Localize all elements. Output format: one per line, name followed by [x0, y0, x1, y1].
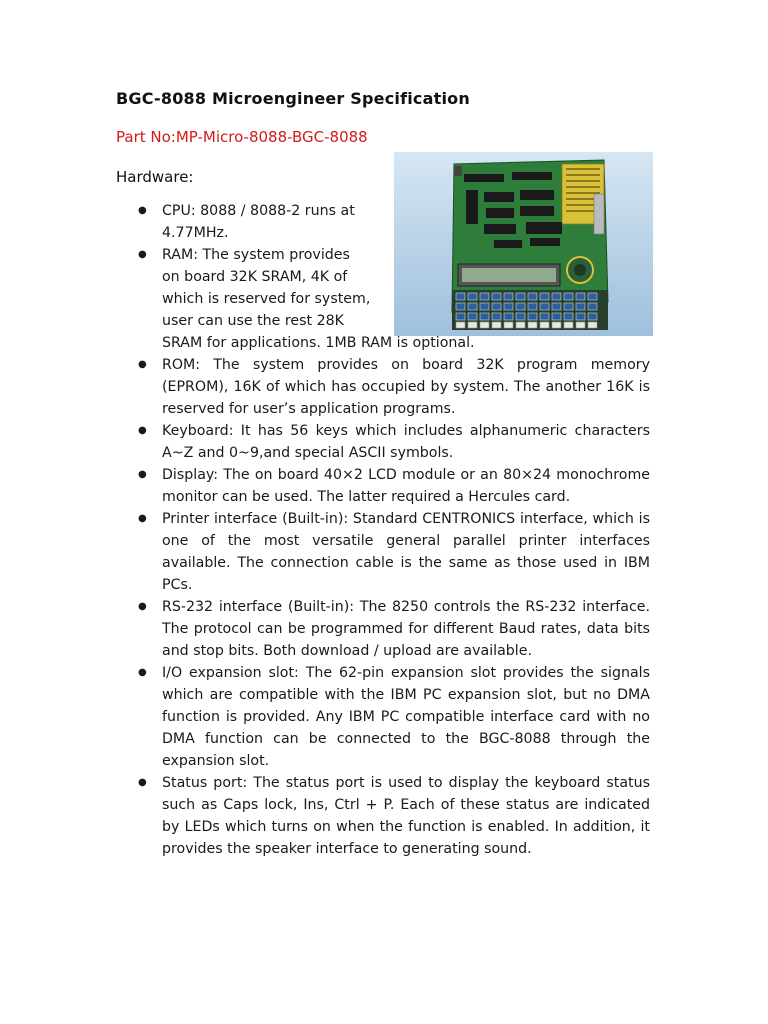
- list-item-line: CPU: 8088 / 8088-2 runs at: [162, 203, 355, 219]
- list-item-line: user can use the rest 28K: [162, 313, 344, 329]
- list-item: [116, 508, 650, 596]
- part-number: Part No:MP-Micro-8088-BGC-8088: [116, 128, 368, 146]
- bullet-icon: ●: [138, 359, 147, 370]
- bullet-icon: ●: [138, 425, 147, 436]
- list-item: [116, 596, 650, 662]
- list-item-text: Keyboard: It has 56 keys which includes alphanumeric characters A~Z and 0~9,and special ASCII symbols.: [162, 423, 650, 461]
- list-item-line: RAM: The system provides: [162, 247, 350, 263]
- list-item-line: 4.77MHz.: [162, 225, 229, 241]
- document-title: BGC-8088 Microengineer Specification: [116, 89, 470, 108]
- bullet-icon: ●: [138, 513, 147, 524]
- bullet-icon: ●: [138, 205, 147, 216]
- list-item-text: Display: The on board 40×2 LCD module or an 80×24 monochrome monitor can be used. The latter required a Hercules card.: [162, 467, 650, 505]
- list-item-line: on board 32K SRAM, 4K of: [162, 269, 348, 285]
- list-item-text: ROM: The system provides on board 32K program memory (EPROM), 16K of which has occupied by system. The another 16K is reserved for user’s application programs.: [162, 357, 650, 417]
- list-item-line: SRAM for applications. 1MB RAM is optional.: [162, 335, 475, 351]
- list-item-text: RS-232 interface (Built-in): The 8250 controls the RS-232 interface. The protocol can be programmed for different Baud rates, data bits and stop bits. Both download / upload are available.: [162, 599, 650, 659]
- list-item-text: Status port: The status port is used to display the keyboard status such as Caps lock, Ins, Ctrl + P. Each of these status are indicated by LEDs which turns on when the function is enabled. In addition, it provides the speaker interface to generating sound.: [162, 775, 650, 857]
- bullet-icon: ●: [138, 249, 147, 260]
- hardware-spec-list: [116, 200, 650, 860]
- bullet-icon: ●: [138, 667, 147, 678]
- list-item: [116, 244, 650, 354]
- bullet-icon: ●: [138, 601, 147, 612]
- list-item-line: which is reserved for system,: [162, 291, 371, 307]
- list-item: [116, 662, 650, 772]
- list-item: [116, 464, 650, 508]
- list-item: [116, 420, 650, 464]
- list-item: [116, 772, 650, 860]
- section-heading-hardware: Hardware:: [116, 168, 194, 186]
- list-item: [116, 200, 650, 244]
- list-item-text: Printer interface (Built-in): Standard CENTRONICS interface, which is one of the most versatile general parallel printer interfaces available. The connection cable is the same as those used in IBM PCs.: [162, 511, 650, 593]
- list-item: [116, 354, 650, 420]
- bullet-icon: ●: [138, 777, 147, 788]
- list-item-text: I/O expansion slot: The 62-pin expansion slot provides the signals which are compatible with the IBM PC expansion slot, but no DMA function is provided. Any IBM PC compatible interface card with no DMA function can be connected to the BGC-8088 through the expansion slot.: [162, 665, 650, 769]
- bullet-icon: ●: [138, 469, 147, 480]
